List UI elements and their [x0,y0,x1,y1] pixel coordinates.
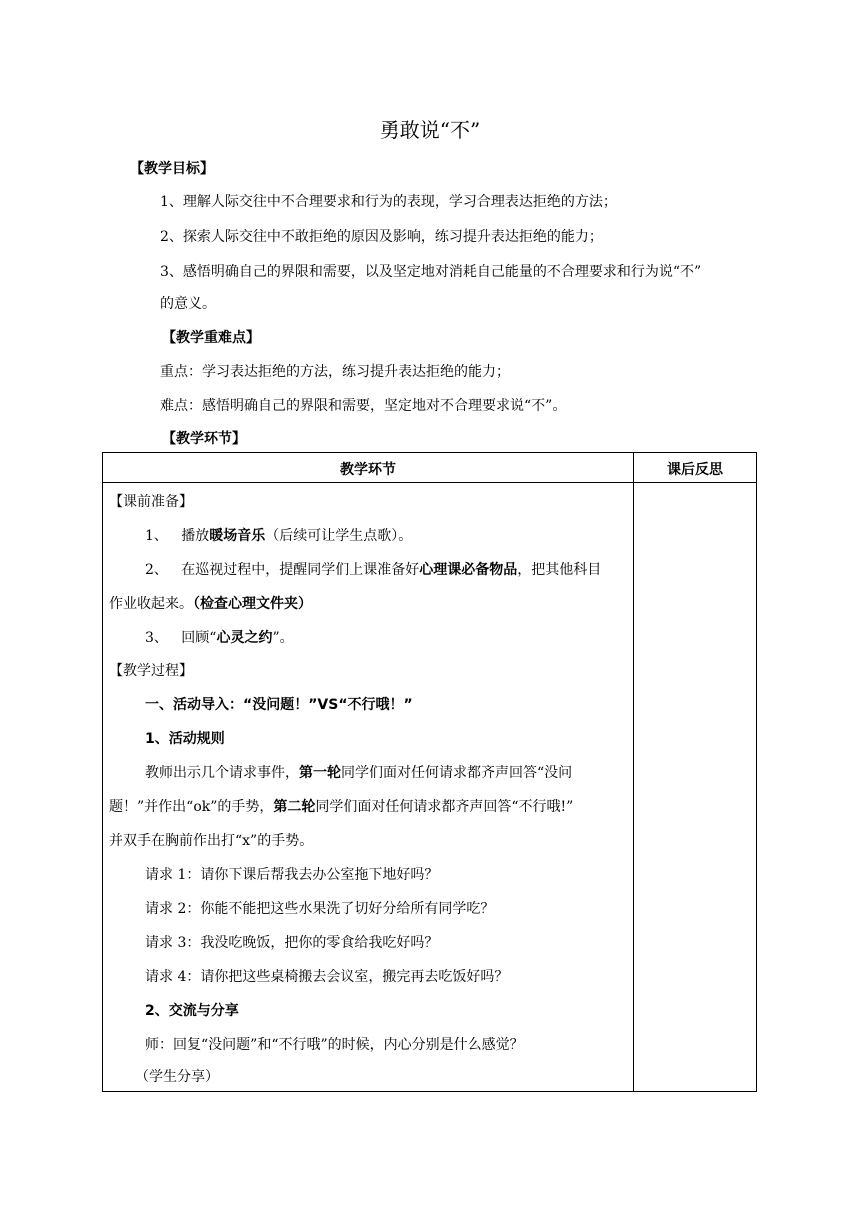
share-title: 2、交流与分享 [145,1003,239,1019]
share-note: （学生分享） [135,1069,219,1085]
page-title: 勇敢说“不” [379,118,481,142]
objective-3: 3、感悟明确自己的界限和需要，以及坚定地对消耗自己能量的不合理要求和行为说“不” [160,264,702,280]
share-question: 师：回复“没问题”和“不行哦”的时候，内心分别是什么感觉？ [145,1037,524,1053]
prep-item-1 [145,525,412,545]
prep-heading: 【课前准备】 [109,494,193,510]
prep-item-3 [145,627,294,647]
request-4: 请求 4：请你把这些桌椅搬去会议室，搬完再去吃饭好吗？ [145,969,509,985]
request-1: 请求 1：请你下课后帮我去办公室拖下地好吗？ [145,867,439,883]
activity-title: 一、活动导入：“没问题！”VS“不行哦！” [145,697,413,713]
prep-item-1-num: 1、 [145,528,168,544]
rules-line-1-post: 同学们面对任何请求都齐声回答“没问 [341,765,573,781]
prep-item-3-post: ”。 [272,630,294,646]
rules-title: 1、活动规则 [145,731,225,747]
process-subheading: 【教学过程】 [109,663,193,679]
lesson-table [102,452,757,1092]
prep-item-2-text: 在巡视过程中，提醒同学们上课准备好 [181,562,420,578]
rules-line-1-text: 教师出示几个请求事件， [145,765,299,781]
col-header-steps: 教学环节 [340,462,396,478]
prep-item-3-bold: 心灵之约 [216,630,273,646]
rules-line-2-bold: 第二轮 [273,799,316,815]
prep-item-1-text: 播放 [181,528,210,544]
key-point-difficulty: 难点：感悟明确自己的界限和需要，坚定地对不合理要求说“不”。 [160,398,567,414]
key-points-heading: 【教学重难点】 [162,330,260,346]
rules-line-2 [109,796,573,816]
objectives-heading: 【教学目标】 [130,161,214,177]
rules-line-2-post: 同学们面对任何请求都齐声回答“不行哦!” [315,799,574,815]
col-header-reflection: 课后反思 [667,462,723,478]
prep-item-2-cont-bold: （检查心理文件夹） [193,596,312,612]
objective-2: 2、探索人际交往中不敢拒绝的原因及影响，练习提升表达拒绝的能力； [160,229,603,245]
rules-line-2-text: 题！”并作出“ok”的手势， [109,799,274,815]
rules-line-1-bold: 第一轮 [299,765,341,781]
prep-item-2-num: 2、 [145,562,168,578]
rules-line-3: 并双手在胸前作出打“x”的手势。 [109,833,314,849]
request-3: 请求 3：我没吃晚饭，把你的零食给我吃好吗？ [145,935,439,951]
prep-item-2-bold: 心理课必备物品 [419,562,518,578]
prep-item-2-post: ，把其他科目 [517,562,602,578]
table-column-divider [633,453,634,1091]
objective-3-cont: 的意义。 [160,296,216,312]
prep-item-2 [145,559,601,579]
prep-item-2-cont [109,593,312,613]
prep-item-2-cont-text: 作业收起来。 [109,596,193,612]
table-header-divider [103,482,756,483]
request-2: 请求 2：你能不能把这些水果洗了切好分给所有同学吃？ [145,901,495,917]
prep-item-1-post: （后续可让学生点歌）。 [265,528,413,544]
rules-line-1 [145,762,572,782]
prep-item-1-bold: 暖场音乐 [209,528,266,544]
prep-item-3-num: 3、 [145,630,168,646]
key-point-focus: 重点：学习表达拒绝的方法，练习提升表达拒绝的能力； [160,364,510,380]
objective-1: 1、理解人际交往中不合理要求和行为的表现，学习合理表达拒绝的方法； [160,194,617,210]
process-heading: 【教学环节】 [162,431,246,447]
prep-item-3-text: 回顾“ [181,630,217,646]
